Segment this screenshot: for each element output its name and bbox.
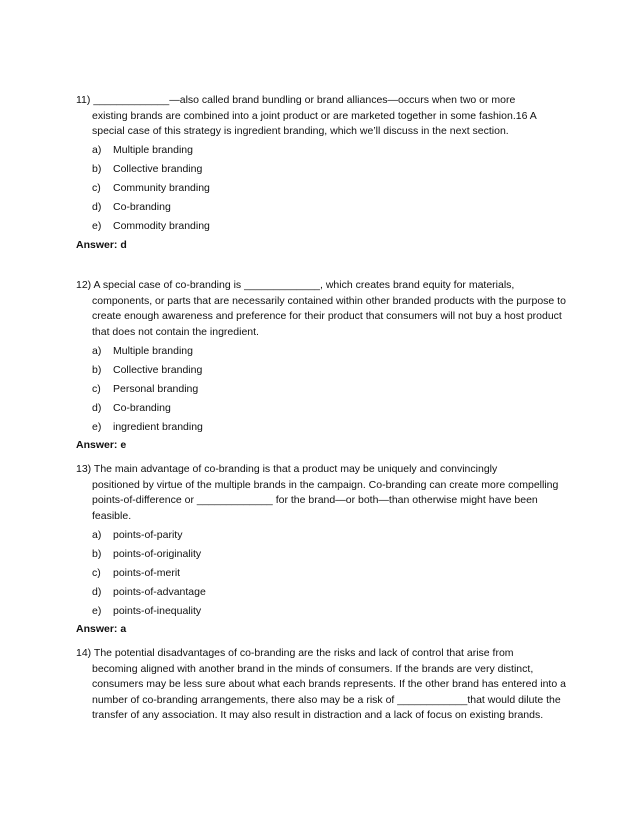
question-stem-body: positioned by virtue of the multiple brands in the campaign. Co-branding can create more compelling points-of-difference or _____________ for the brand—or both—than otherwise might have been feasible. [92, 478, 559, 522]
question-stem-first-line: 11) _____________—also called brand bundling or brand alliances—occurs when two or more [76, 94, 516, 106]
option-letter: e) [92, 604, 102, 617]
options-list [92, 141, 566, 236]
option-text: Multiple branding [113, 344, 193, 357]
option-b [92, 160, 566, 179]
option-text: Collective branding [113, 363, 203, 376]
answer-label: Answer: d [76, 238, 127, 251]
option-letter: c) [92, 566, 101, 579]
option-letter: a) [92, 144, 102, 157]
options-list [92, 341, 566, 436]
question-11 [76, 93, 566, 253]
option-letter: b) [92, 163, 102, 176]
question-stem-body: existing brands are combined into a joint product or are marketed together in some fashion.16 A special case of this strategy is ingredient branding, which we’ll discuss in the next section. [92, 109, 537, 138]
option-text: points-of-advantage [113, 585, 206, 598]
option-letter: c) [92, 382, 101, 395]
question-stem [76, 278, 566, 340]
option-letter: d) [92, 585, 102, 598]
option-text: points-of-inequality [113, 604, 202, 617]
option-text: Commodity branding [113, 220, 210, 233]
question-stem-first-line: 13) The main advantage of co-branding is that a product may be uniquely and convincingly [76, 463, 498, 475]
option-a [92, 525, 566, 544]
option-letter: e) [92, 420, 102, 433]
option-d [92, 582, 566, 601]
question-stem-first-line: 12) A special case of co-branding is _____________, which creates brand equity for materials, [76, 279, 515, 291]
option-b [92, 544, 566, 563]
question-13 [76, 462, 566, 637]
question-stem [76, 462, 566, 524]
question-14 [76, 646, 566, 724]
question-stem [76, 93, 566, 140]
question-stem-body: components, or parts that are necessarily contained within other branded products with the purpose to create enough awareness and preference for their product that consumers will not buy a host product that does not contain the ingredient. [92, 294, 566, 338]
option-c [92, 179, 566, 198]
option-a [92, 341, 566, 360]
option-letter: e) [92, 220, 102, 233]
option-text: Community branding [113, 182, 210, 195]
option-text: points-of-merit [113, 566, 181, 579]
option-text: Collective branding [113, 163, 203, 176]
answer-label: Answer: e [76, 439, 127, 452]
option-c [92, 563, 566, 582]
option-letter: b) [92, 363, 102, 376]
option-d [92, 198, 566, 217]
option-letter: d) [92, 401, 102, 414]
option-e [92, 601, 566, 620]
option-d [92, 398, 566, 417]
option-letter: a) [92, 344, 102, 357]
option-e [92, 217, 566, 236]
option-text: points-of-parity [113, 528, 183, 541]
option-c [92, 379, 566, 398]
question-stem [76, 646, 566, 724]
option-letter: c) [92, 182, 101, 195]
option-letter: a) [92, 528, 102, 541]
option-text: Personal branding [113, 382, 199, 395]
option-text: Multiple branding [113, 144, 193, 157]
option-text: Co-branding [113, 201, 171, 214]
option-a [92, 141, 566, 160]
answer-label: Answer: a [76, 623, 127, 636]
question-stem-body: becoming aligned with another brand in the minds of consumers. If the brands are very distinct, consumers may be less sure about what each brands represents. If the other brand has entered into a number of co-branding arrangements, there also may be a risk of ____________that would dilute the transfer of any association. It may also result in distraction and a lack of focus on existing brands. [92, 662, 566, 722]
option-text: points-of-originality [113, 547, 202, 560]
option-text: Co-branding [113, 401, 171, 414]
option-letter: d) [92, 201, 102, 214]
option-letter: b) [92, 547, 102, 560]
question-stem-first-line: 14) The potential disadvantages of co-branding are the risks and lack of control that arise from [76, 647, 514, 659]
question-12 [76, 278, 566, 453]
options-list [92, 525, 566, 620]
option-b [92, 360, 566, 379]
option-text: ingredient branding [113, 420, 203, 433]
option-e [92, 417, 566, 436]
